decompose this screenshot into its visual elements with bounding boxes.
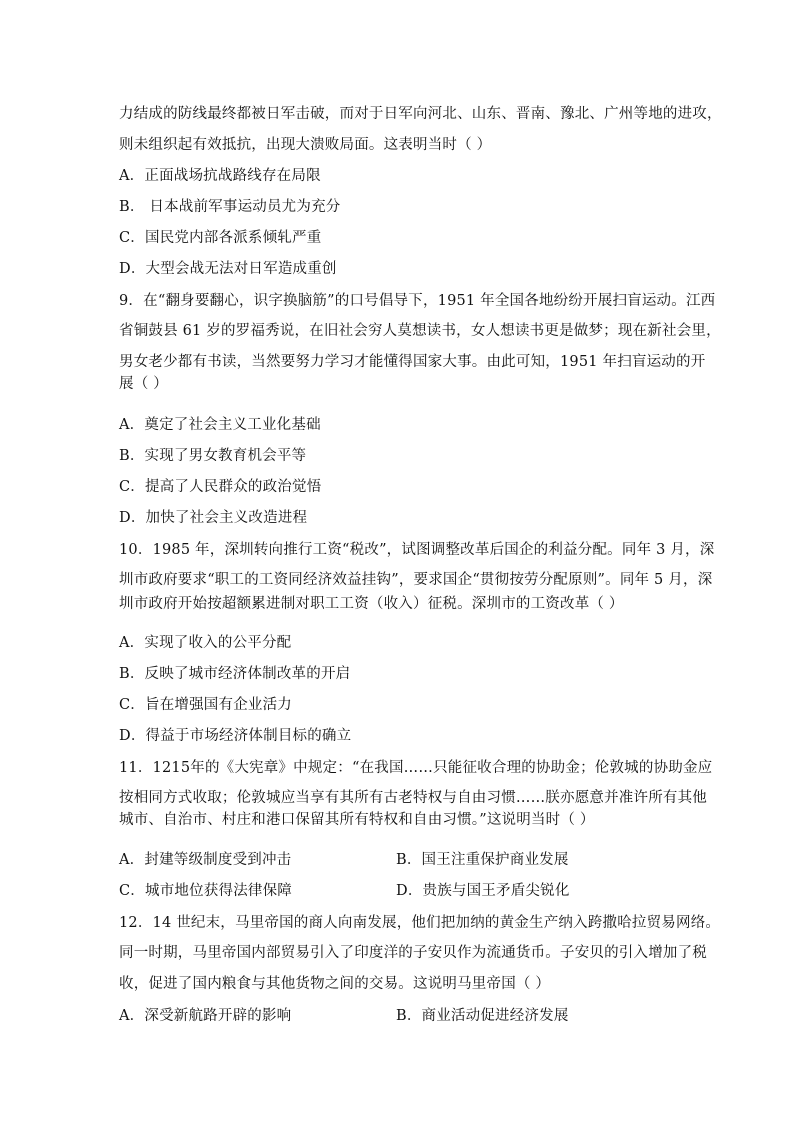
q11-stem-line-2: 按相同方式收取；伦敦城应当享有其所有古老特权与自由习惯……朕亦愿意并准许所有其他 bbox=[119, 790, 707, 806]
q9-stem-line-1: 9．在“翻身要翻心，识字换脑筋”的口号倡导下，1951 年全国各地纷纷开展扫盲运动。江西 bbox=[119, 293, 716, 309]
q12-option-a: A．深受新航路开辟的影响 bbox=[119, 1008, 292, 1024]
q12-stem-line-1: 12．14 世纪末，马里帝国的商人向南发展，他们把加纳的黄金生产纳入跨撒哈拉贸易网络。 bbox=[119, 915, 721, 931]
q8-option-d: D．大型会战无法对日军造成重创 bbox=[119, 261, 337, 277]
q10-option-c: C．旨在增强国有企业活力 bbox=[119, 697, 292, 713]
q10-stem-line-2: 圳市政府要求“职工的工资同经济效益挂钩”，要求国企“贯彻按劳分配原则”。同年 5 月，深 bbox=[119, 572, 713, 588]
q9-stem-line-4: 展（ ） bbox=[119, 376, 168, 392]
q10-stem-line-3: 圳市政府开始按超额累进制对职工工资（收入）征税。深圳市的工资改革（ ） bbox=[119, 596, 624, 612]
q8-stem-line-2: 则未组织起有效抵抗，出现大溃败局面。这表明当时（ ） bbox=[119, 137, 492, 153]
q9-option-a: A．奠定了社会主义工业化基础 bbox=[119, 417, 321, 433]
q9-option-b: B．实现了男女教育机会平等 bbox=[119, 448, 307, 464]
q12-option-b: B．商业活动促进经济发展 bbox=[396, 1008, 569, 1024]
q8-option-a: A．正面战场抗战路线存在局限 bbox=[119, 168, 321, 184]
q11-option-d: D．贵族与国王矛盾尖锐化 bbox=[396, 883, 570, 899]
q10-option-b: B．反映了城市经济体制改革的开启 bbox=[119, 666, 351, 682]
q10-option-d: D．得益于市场经济体制目标的确立 bbox=[119, 728, 352, 744]
q8-option-c: C．国民党内部各派系倾轧严重 bbox=[119, 230, 322, 246]
q10-option-a: A．实现了收入的公平分配 bbox=[119, 635, 292, 651]
q11-option-b: B．国王注重保护商业发展 bbox=[396, 852, 569, 868]
q9-stem-line-3: 男女老少都有书读，当然要努力学习才能懂得国家大事。由此可知，1951 年扫盲运动的开 bbox=[119, 354, 706, 370]
q8-option-b: B． 日本战前军事运动员尤为充分 bbox=[119, 199, 341, 215]
q9-option-d: D．加快了社会主义改造进程 bbox=[119, 510, 308, 526]
q10-stem-line-1: 10．1985 年，深圳转向推行工资“税改”，试图调整改革后国企的利益分配。同年 3 月，深 bbox=[119, 542, 715, 558]
q11-option-c: C．城市地位获得法律保障 bbox=[119, 883, 292, 899]
q12-stem-line-2: 同一时期，马里帝国内部贸易引入了印度洋的子安贝作为流通货币。子安贝的引入增加了税 bbox=[119, 945, 707, 961]
q9-option-c: C．提高了人民群众的政治觉悟 bbox=[119, 479, 322, 495]
q8-stem-line-1: 力结成的防线最终都被日军击破，而对于日军向河北、山东、晋南、豫北、广州等地的进攻， bbox=[119, 106, 722, 122]
q11-option-a: A．封建等级制度受到冲击 bbox=[119, 852, 292, 868]
q11-stem-line-3: 城市、自治市、村庄和港口保留其所有特权和自由习惯。”这说明当时（ ） bbox=[119, 812, 595, 828]
q11-stem-line-1: 11．1215年的《大宪章》中规定：“在我国……只能征收合理的协助金；伦敦城的协助金应 bbox=[119, 760, 713, 776]
q9-stem-line-2: 省铜鼓县 61 岁的罗福秀说，在旧社会穷人莫想读书，女人想读书更是做梦；现在新社会里， bbox=[119, 323, 721, 339]
q12-stem-line-3: 收，促进了国内粮食与其他货物之间的交易。这说明马里帝国（ ） bbox=[119, 976, 551, 992]
